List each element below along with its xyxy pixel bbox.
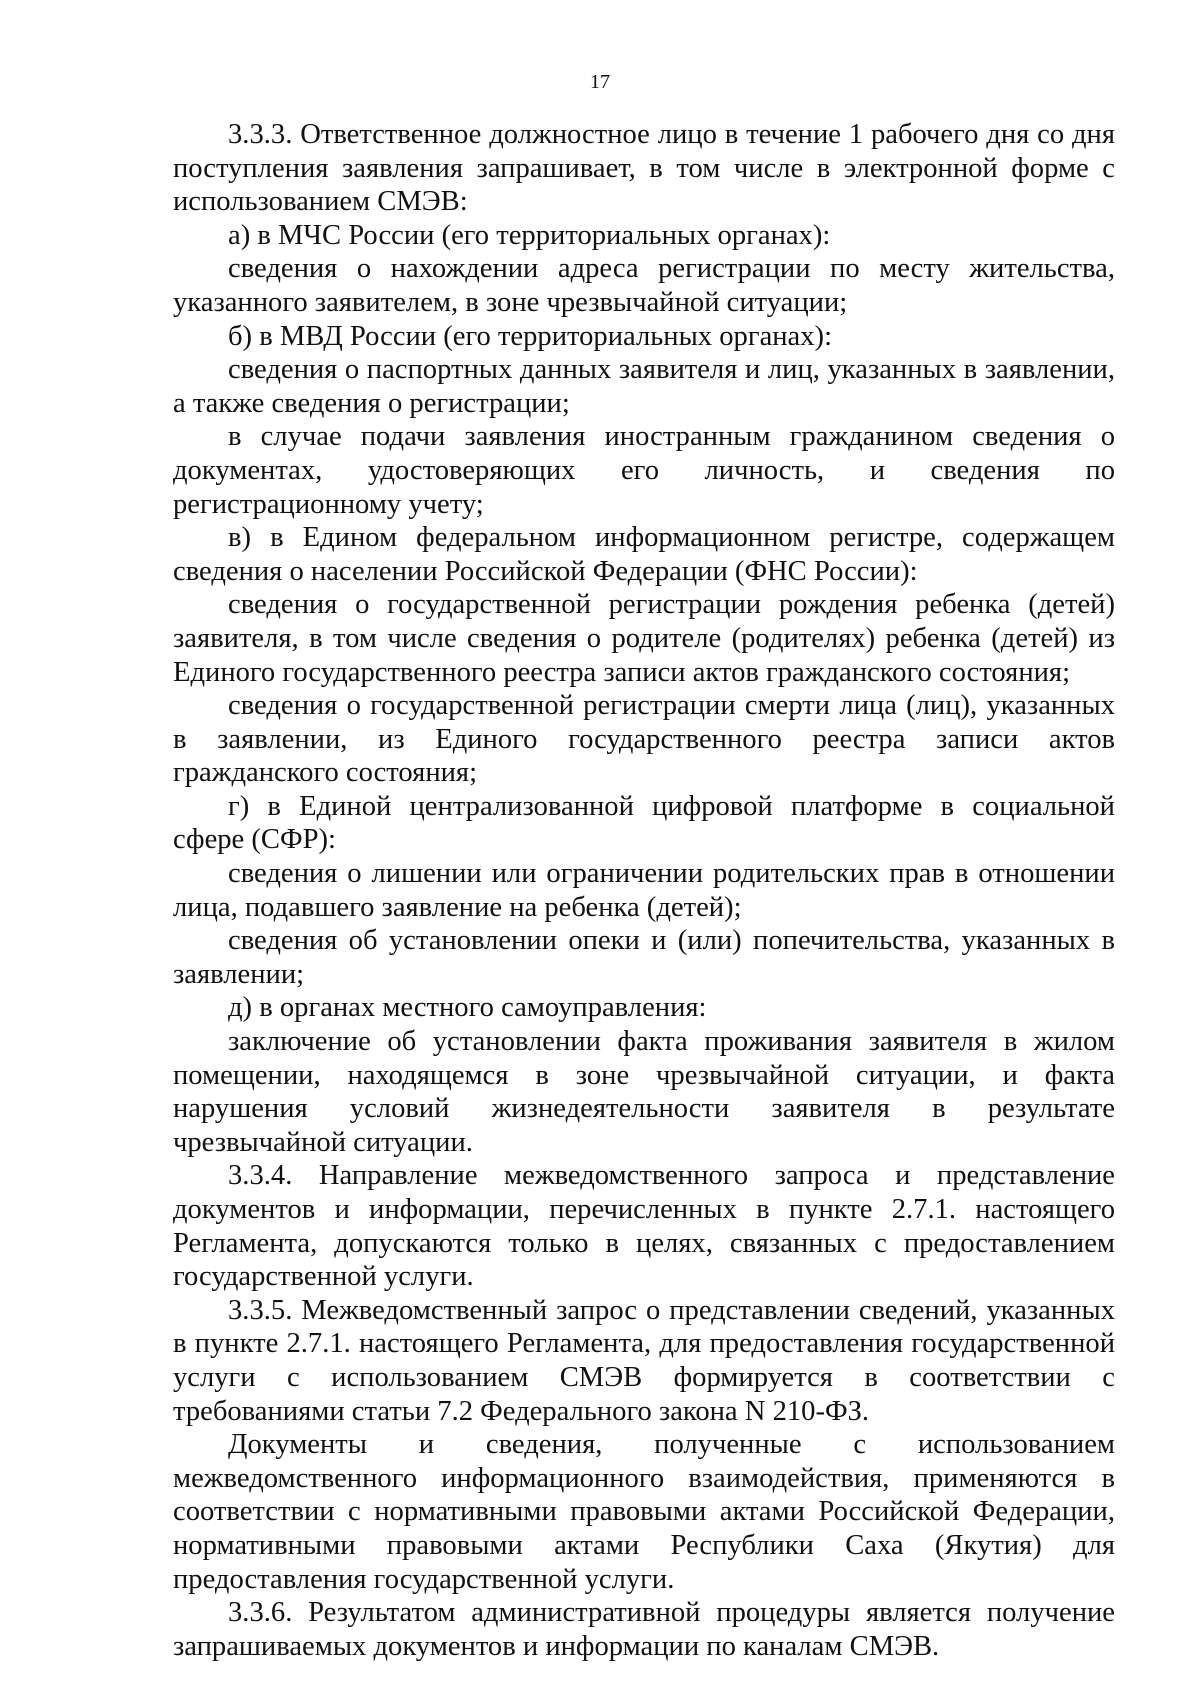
- paragraph-b-passport: сведения о паспортных данных заявителя и лиц, указанных в заявлении, а также сведения о регистрации;: [173, 354, 1115, 419]
- paragraph-documents: Документы и сведения, полученные с использованием межведомственного информационного взаимодействия, применяются в соответствии с нормативными правовыми актами Российской Федерации, нормативными правовыми актами Республики Саха (Якутия) для предоставления государственной услуги.: [173, 1429, 1115, 1595]
- paragraph-3-3-3: 3.3.3. Ответственное должностное лицо в течение 1 рабочего дня со дня поступления заявления запрашивает, в том числе в электронной форме с использованием СМЭВ:: [173, 119, 1115, 218]
- paragraph-item-g: г) в Единой централизованной цифровой платформе в социальной сфере (СФР):: [173, 790, 1115, 856]
- paragraph-g-rights: сведения о лишении или ограничении родительских прав в отношении лица, подавшего заявление на ребенка (детей);: [173, 858, 1115, 923]
- paragraph-v-birth: сведения о государственной регистрации рождения ребенка (детей) заявителя, в том числе сведения о родителе (родителях) ребенка (детей) из Единого государственного реестра записи актов гражданского состояния;: [173, 589, 1115, 688]
- paragraph-item-d: д) в органах местного самоуправления:: [228, 992, 707, 1024]
- paragraph-item-v: в) в Едином федеральном информационном регистре, содержащем сведения о населении Российской Федерации (ФНС России):: [173, 522, 1115, 587]
- paragraph-v-death: сведения о государственной регистрации смерти лица (лиц), указанных в заявлении, из Единого государственного реестра записи актов гражданского состояния;: [173, 690, 1115, 789]
- paragraph-item-b: б) в МВД России (его территориальных органах):: [228, 320, 833, 352]
- page-number: 17: [590, 71, 610, 93]
- paragraph-b-foreign: в случае подачи заявления иностранным гражданином сведения о документах, удостоверяющих его личность, и сведения по регистрационному учету;: [173, 421, 1115, 520]
- paragraph-3-3-4: 3.3.4. Направление межведомственного запроса и представление документов и информации, перечисленных в пункте 2.7.1. настоящего Регламента, допускаются только в целях, связанных с предоставлением государственной услуги.: [173, 1160, 1115, 1293]
- paragraph-item-a: а) в МЧС России (его территориальных органах):: [228, 219, 831, 251]
- paragraph-3-3-5: 3.3.5. Межведомственный запрос о представлении сведений, указанных в пункте 2.7.1. настоящего Регламента, для предоставления государственной услуги с использованием СМЭВ формируется в соответствии с требованиями статьи 7.2 Федерального закона N 210-ФЗ.: [173, 1294, 1115, 1427]
- document-body: [173, 118, 1115, 1663]
- paragraph-d-conclusion: заключение об установлении факта проживания заявителя в жилом помещении, находящемся в зоне чрезвычайной ситуации, и факта нарушения условий жизнедеятельности заявителя в результате чрезвычайной ситуации.: [173, 1026, 1115, 1158]
- paragraph-3-3-6: 3.3.6. Результатом административной процедуры является получение запрашиваемых документов и информации по каналам СМЭВ.: [173, 1597, 1115, 1662]
- paragraph-g-guardianship: сведения об установлении опеки и (или) попечительства, указанных в заявлении;: [173, 925, 1115, 990]
- paragraph-a-details: сведения о нахождении адреса регистрации по месту жительства, указанного заявителем, в зоне чрезвычайной ситуации;: [173, 253, 1115, 318]
